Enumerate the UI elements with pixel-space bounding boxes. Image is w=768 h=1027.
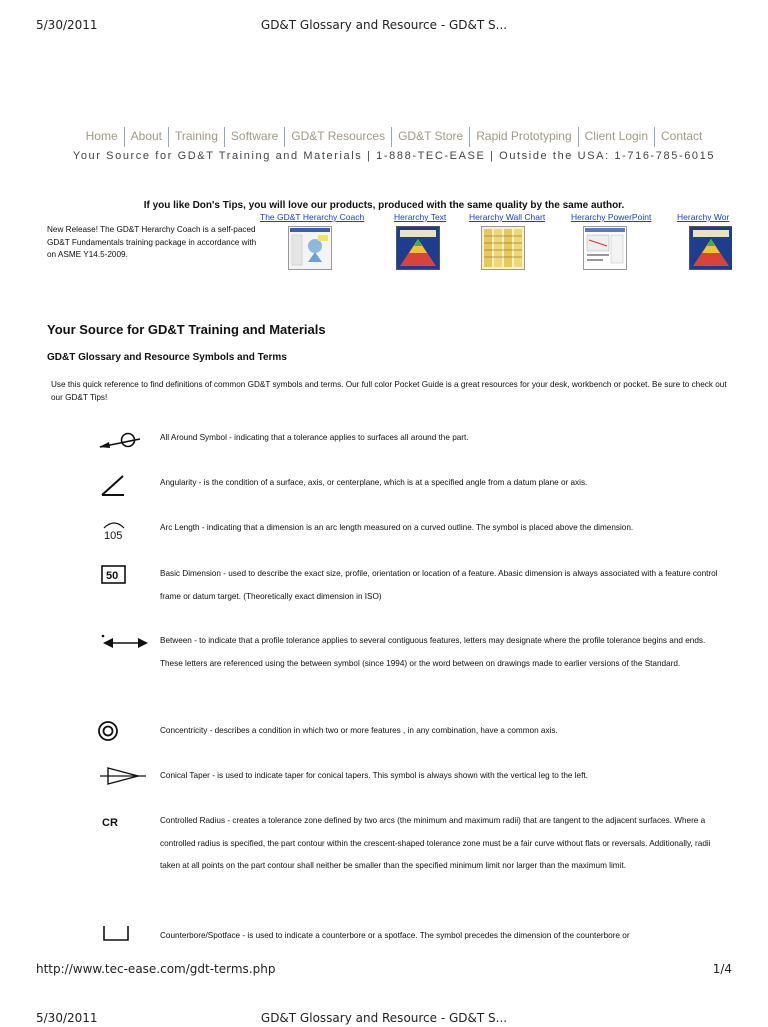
print-header: [36, 18, 732, 34]
product-label[interactable]: Herarchy Text: [394, 212, 447, 222]
conical-taper-icon: [96, 761, 152, 791]
powerpoint-slide-icon[interactable]: [583, 226, 627, 270]
basic-dimension-icon: [96, 561, 152, 591]
controlled-radius-icon: [96, 807, 152, 837]
print-date: 5/30/2011: [36, 18, 98, 32]
controlled-radius-symbol: CR: [102, 817, 118, 829]
arc-length-value: 105: [104, 530, 123, 542]
next-page-header: [36, 1011, 732, 1027]
product-herarchy-powerpoint[interactable]: [571, 212, 651, 270]
nav-about[interactable]: About: [124, 127, 168, 147]
next-page-date: 5/30/2011: [36, 1011, 98, 1025]
product-herarchy-workbook[interactable]: [677, 212, 732, 270]
product-herarchy-text[interactable]: [394, 212, 446, 270]
page-url: http://www.tec-ease.com/gdt-terms.php: [36, 962, 276, 976]
term-all-around: All Around Symbol - indicating that a tolerance applies to surfaces all around the part.: [160, 433, 469, 442]
term-between: Between - to indicate that a profile tolerance applies to several contiguous features, letters may designate where the profile tolerance begins and ends. These letters are referenced using the between symbol (since 1994) or the word between on drawings made to earlier versions of the Standard.: [160, 636, 706, 668]
nav-training[interactable]: Training: [168, 127, 224, 147]
workbook-cover-icon[interactable]: [689, 226, 732, 270]
page-number: 1/4: [712, 962, 732, 976]
wall-chart-icon[interactable]: [481, 226, 525, 270]
term-angularity: Angularity - is the condition of a surface, axis, or centerplane, which is at a specified angle from a datum plane or axis.: [160, 478, 588, 487]
print-title: GD&T Glossary and Resource - GD&T S...: [260, 18, 508, 32]
page-subheading: GD&T Glossary and Resource Symbols and Terms: [47, 352, 287, 363]
nav-contact[interactable]: Contact: [654, 127, 708, 147]
nav-client-login[interactable]: Client Login: [578, 127, 654, 147]
nav-home[interactable]: Home: [85, 129, 118, 143]
software-screenshot-icon[interactable]: [288, 226, 332, 270]
nav-gdt-resources[interactable]: GD&T Resources: [284, 127, 391, 147]
nav-software[interactable]: Software: [224, 127, 284, 147]
concentricity-icon: [96, 716, 152, 746]
basic-dimension-value: 50: [106, 570, 119, 582]
next-page-title: GD&T Glossary and Resource - GD&T S...: [260, 1011, 508, 1025]
product-herarchy-coach[interactable]: [260, 212, 364, 270]
product-label[interactable]: Herarchy Wor: [677, 212, 730, 222]
all-around-symbol-icon: [96, 425, 152, 455]
term-counterbore: Counterbore/Spotface - is used to indicate a counterbore or a spotface. The symbol precedes the dimension of the counterbore or: [160, 931, 630, 940]
nav-gdt-store[interactable]: GD&T Store: [391, 127, 469, 147]
product-label[interactable]: The GD&T Herarchy Coach: [260, 212, 365, 222]
main-nav: [50, 127, 738, 147]
counterbore-icon: [96, 920, 152, 950]
page-heading: Your Source for GD&T Training and Materials: [47, 322, 326, 337]
between-icon: [96, 627, 152, 657]
release-note: New Release! The GD&T Herarchy Coach is a self-paced GD&T Fundamentals training package in accordance with on ASME Y14.5-2009.: [47, 225, 257, 259]
product-label[interactable]: Herarchy Wall Chart: [469, 212, 546, 222]
product-herarchy-wall-chart[interactable]: [469, 212, 545, 270]
product-strip: [260, 212, 732, 276]
nav-rapid-prototyping[interactable]: Rapid Prototyping: [469, 127, 577, 147]
intro-paragraph: Use this quick reference to find definitions of common GD&T symbols and terms. Our full color Pocket Guide is a great resources for your desk, workbench or pocket. Be sure to check out our GD&T Tips!: [51, 380, 727, 402]
term-concentricity: Concentricity - describes a condition in which two or more features , in any combination, have a common axis.: [160, 726, 558, 735]
arc-length-icon: [96, 515, 152, 545]
term-basic-dimension: Basic Dimension - used to describe the exact size, profile, orientation or location of a feature. Abasic dimension is always associated with a feature control frame or datum target. (Theoretically exact dimension in ISO): [160, 569, 718, 601]
term-controlled-radius: Controlled Radius - creates a tolerance zone defined by two arcs (the minimum and maximum radii) that are tangent to the adjacent surfaces. Where a controlled radius is specified, the part contour within the crescent-shaped tolerance zone must be a fair curve without flats or reversals. Additionally, radii taken at all points on the part contour shall neither be smaller than the specified minimum limit nor larger than the maximum limit.: [160, 816, 711, 871]
term-conical-taper: Conical Taper - is used to indicate taper for conical tapers. This symbol is always shown with the vertical leg to the left.: [160, 771, 588, 780]
book-cover-icon[interactable]: [396, 226, 440, 270]
angularity-icon: [96, 470, 152, 500]
product-label[interactable]: Herarchy PowerPoint: [571, 212, 652, 222]
promo-headline: If you like Don's Tips, you will love our products, produced with the same quality by the same author.: [143, 200, 625, 211]
site-tagline: Your Source for GD&T Training and Materials | 1-888-TEC-EASE | Outside the USA: 1-716-785-6015: [72, 150, 716, 162]
print-footer: [36, 962, 732, 978]
term-arc-length: Arc Length - indicating that a dimension is an arc length measured on a curved outline. The symbol is placed above the dimension.: [160, 523, 634, 532]
